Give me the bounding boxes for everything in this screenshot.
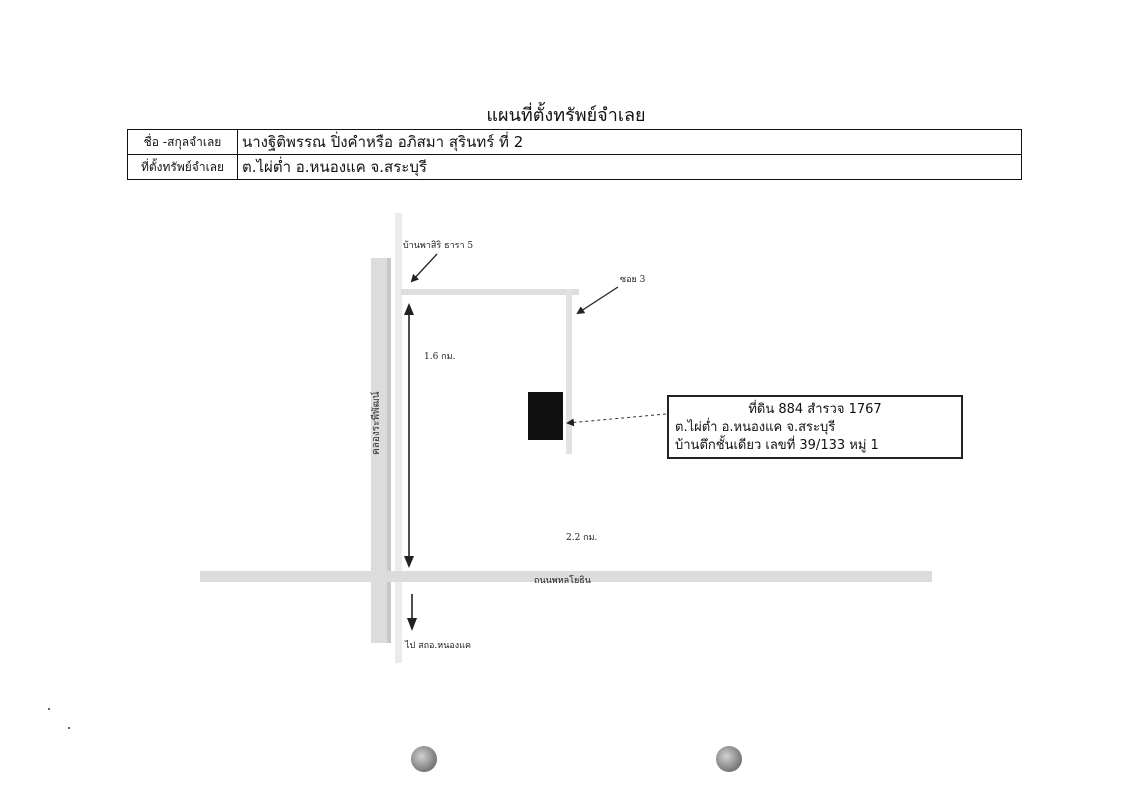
callout-line-3: บ้านตึกชั้นเดียว เลขที่ 39/133 หมู่ 1: [675, 438, 879, 453]
callout-leader: [568, 414, 666, 423]
south-place-label: ไป สถอ.หนองแค: [405, 641, 472, 651]
punch-hole: [716, 746, 742, 772]
callout-line-2: ต.ไผ่ต่ำ อ.หนองแค จ.สระบุรี: [675, 420, 836, 435]
vertical-guide-line: [395, 213, 402, 663]
north-place-pointer: [412, 254, 437, 281]
name-label: ชื่อ -สกุลจำเลย: [128, 130, 238, 155]
south-arrow-head: [407, 618, 417, 631]
punch-hole: [411, 746, 437, 772]
property-marker: [528, 392, 563, 440]
horizontal-distance-label: 2.2 กม.: [566, 533, 598, 543]
page-title: แผนที่ตั้งทรัพย์จำเลย: [486, 105, 646, 126]
canal-road-edge: [387, 258, 391, 643]
property-callout: [667, 395, 963, 459]
soi-pointer: [578, 287, 618, 313]
arrow-up-head: [404, 303, 414, 315]
scan-speck: [68, 727, 70, 729]
soi-road: [401, 289, 579, 295]
arrow-down-head: [404, 556, 414, 568]
location-value: ต.ไผ่ต่ำ อ.หนองแค จ.สระบุรี: [238, 155, 1022, 180]
soi-label: ซอย 3: [620, 275, 646, 285]
road-label: ถนนพหลโยธิน: [534, 576, 591, 586]
canal-label: คลองระพีพัฒน์: [371, 391, 382, 455]
callout-line-1: ที่ดิน 884 สำรวจ 1767: [748, 402, 882, 417]
vertical-distance-label: 1.6 กม.: [424, 352, 456, 362]
north-place-label: บ้านพาสิริ ธารา 5: [403, 241, 474, 251]
soi-road-vertical: [566, 289, 572, 454]
scan-speck: [48, 708, 50, 710]
location-label: ที่ตั้งทรัพย์จำเลย: [128, 155, 238, 180]
name-value: นางฐิติพรรณ ปิ่งคำหรือ อภิสมา สุรินทร์ ที่ 2: [238, 130, 1022, 155]
